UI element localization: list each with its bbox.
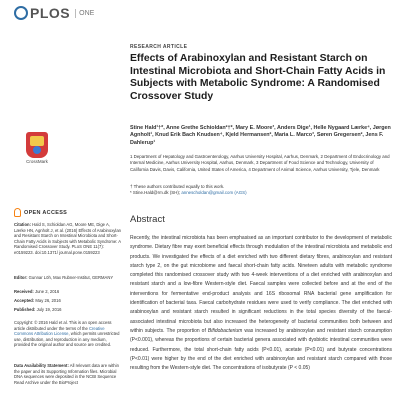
affiliation-3: 3 Department of Food Science and Technology, University of California Davis, Davis, California, United States of America, 4 Department of Animal Science, Aarhus University, Tjele, Denmark	[130, 160, 380, 172]
published-block	[14, 307, 122, 313]
editor-text: Gunnar Löh, Max Rubner-Institut, GERMANY	[28, 275, 114, 280]
copyright-text: Copyright: © 2016 Hald et al. This is an open access article distributed under the terms of the	[14, 320, 112, 331]
abstract-italic-genus: Bifidobacterium	[207, 327, 243, 334]
accepted-date: May 26, 2016	[35, 298, 61, 303]
editor-block	[14, 275, 122, 281]
affiliations	[130, 154, 392, 173]
abstract-heading: Abstract	[130, 214, 165, 225]
accepted-label: Accepted:	[14, 298, 35, 303]
journal-header	[14, 4, 94, 22]
citation-label: Citation:	[14, 222, 31, 227]
author-list: Stine Hald¹†*, Anne Grethe Schioldan²†*, Mary E. Moore³, Anders Dige¹, Helle Nygaard Lærke⁴, Jørgen Agnholt¹, Knud Erik Bach Knudsen⁴, Kjeld Hermansen², Maria L. Marco³, Søren Gregersen², Jens F. Dahlerup¹	[130, 125, 391, 146]
crossmark-icon	[26, 132, 48, 158]
published-date: July 19, 2016	[36, 307, 62, 312]
received-block	[14, 289, 122, 295]
open-access-badge	[14, 208, 67, 217]
contribution-notes	[130, 184, 392, 197]
plos-logo-text: PLOS	[30, 5, 71, 21]
accepted-block	[14, 298, 122, 304]
plos-logo-icon	[14, 6, 28, 20]
affiliation-2: 2 Department of Endocrinology and Internal Medicine, Aarhus University Hospital, Aarhus, Denmark,	[130, 154, 390, 166]
received-label: Received:	[14, 289, 34, 294]
affiliation-1: 1 Department of Hepatology and Gastroenterology, Aarhus University Hospital, Aarhus, Denmark,	[130, 154, 320, 159]
copyright-block	[14, 320, 122, 348]
license-link[interactable]: Creative Commons Attribution License	[14, 325, 105, 337]
corresponding-email[interactable]: annescholdan@gmail.com (AGS)	[181, 190, 247, 196]
data-availability-block	[14, 363, 122, 385]
received-date: June 2, 2016	[34, 289, 60, 294]
abstract-text-part-2: was increased by arabinoxylan and resistant starch consumption (P<0.001), whereas the proportions of certain bacterial genera associated with dysbiotic intestinal communities were reduced. Furthermore, the total short-chain fatty acids (P<0.01), acetate (P<0.01) and butyrate concentrations (P<0.01) were higher by the end of the diet enriched with arabinoxylan and resistant starch compared with those resulting from the Western-style diet. The concentrations of isobutyrate (P < 0.05)	[130, 327, 392, 372]
abstract-body	[130, 234, 392, 373]
plos-logo[interactable]	[14, 5, 94, 21]
editor-label: Editor:	[14, 275, 28, 280]
abstract-text-part-1: Recently, the intestinal microbiota has been emphasised as an important contributor to the development of metabolic syndrome. Dietary fibre may exert beneficial effects through modulation of the intestinal microbiota and metabolic end products. We investigated the effects of a diet enriched with two different dietary fibres, arabinoxylan and resistant starch type 2, on the gut microbiome and faecal short-chain fatty acids. Nineteen adults with metabolic syndrome completed this randomised crossover study with two 4-week interventions of a diet enriched with arabinoxylan and resistant starch and a low-fibre Western-style diet. Faecal samples were collected before and at the end of the interventions for fermentative end-product analysis and 16S ribosomal RNA bacterial gene amplification for identification of bacterial taxa. Faecal carbohydrate residues were used to verify compliance. The diet enriched with arabinoxylan and resistant starch resulted in significant reductions in the total species diversity of the faecal-associated intestinal microbiota but also increased the heterogeneity of bacterial communities both between and within subjects. The proportion of	[130, 235, 392, 334]
data-availability-label: Data Availability Statement:	[14, 363, 69, 368]
crossmark-label: CrossMark	[26, 159, 48, 164]
equal-contribution-note: † These authors contributed equally to this work.	[130, 184, 225, 189]
article-type: RESEARCH ARTICLE	[130, 44, 188, 50]
corresponding-label: * Stine.Hald@rm.dk (SH);	[130, 190, 182, 196]
open-access-label: OPEN ACCESS	[24, 209, 68, 216]
published-label: Published:	[14, 307, 36, 312]
citation-block	[14, 222, 122, 256]
plos-logo-suffix: ONE	[75, 9, 94, 18]
data-availability-text: All relevant data are within the paper and its Supporting Information files. Microbial DNA sequences were deposited in the NCBI Sequence Read Archive under the BioProject	[14, 363, 119, 385]
open-lock-icon	[14, 208, 21, 217]
crossmark-badge[interactable]	[24, 132, 50, 164]
citation-text: Hald S, Schioldan AG, Moore ME, Dige A, Lærke HN, Agnholt J, et al. (2016) Effects of Arabinoxylan and Resistant Starch on Intestinal Microbiota and Short-Chain Fatty Acids in Subjects with Metabolic Syndrome: A Randomised Crossover Study. PLoS ONE 11(7): e0159223. doi:10.1371/ journal.pone.0159223	[14, 222, 121, 255]
article-title: Effects of Arabinoxylan and Resistant Starch on Intestinal Microbiota and Short-Chain Fatty Acids in Subjects with Metabolic Syndrome: A Randomised Crossover Study	[130, 53, 386, 102]
license-rest: , which permits unrestricted use, distribution, and reproduction in any medium, provided the original author and source are credited.	[14, 331, 120, 348]
corresponding-author	[130, 190, 392, 196]
